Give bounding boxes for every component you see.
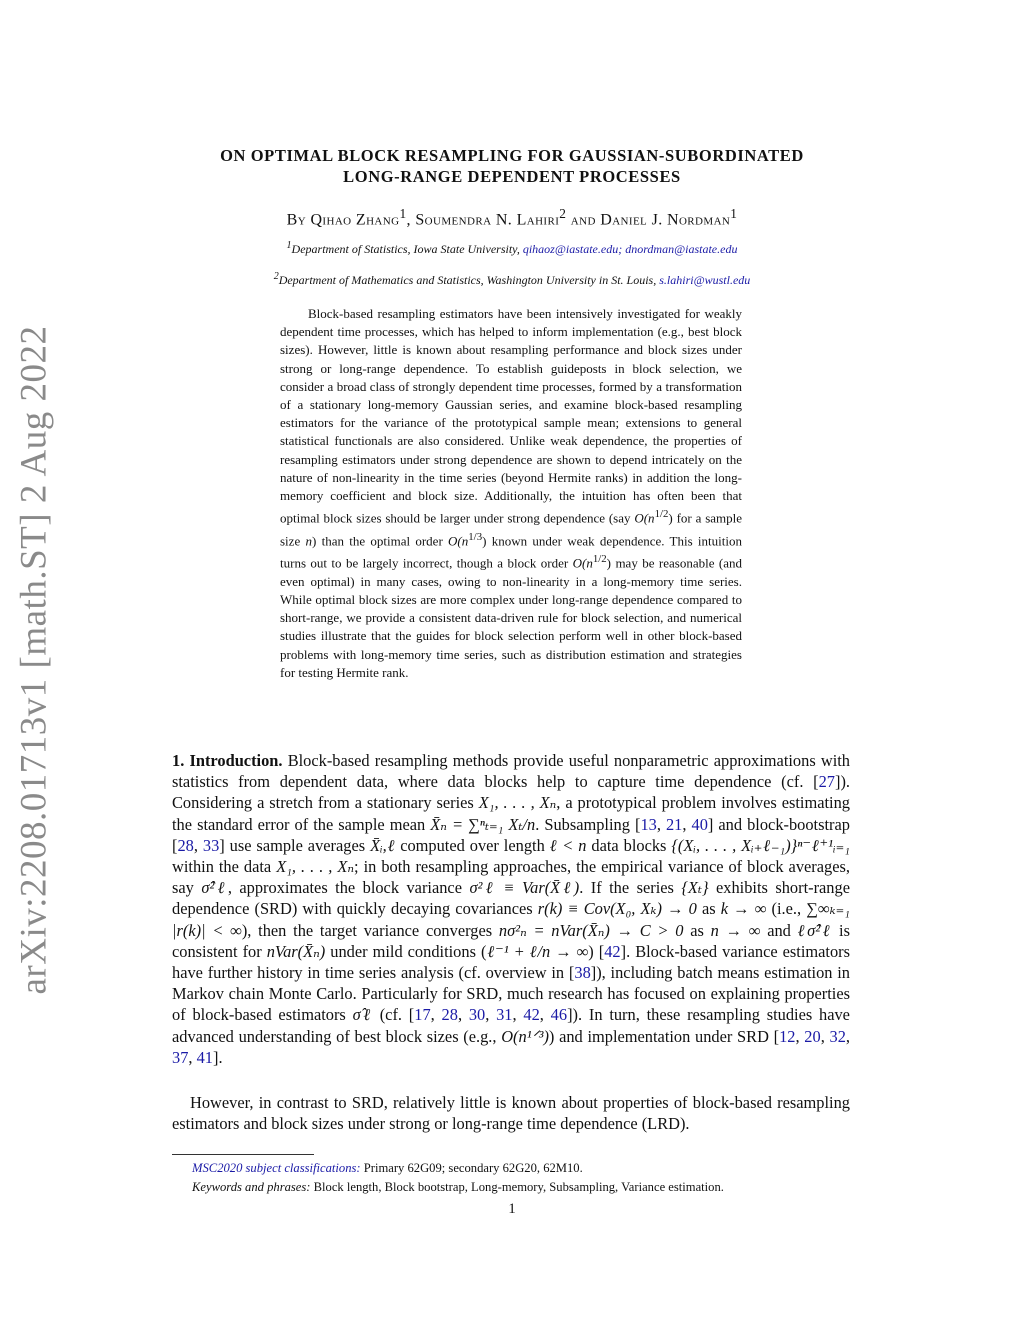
intro-text: within the data [172,857,272,877]
citation-link[interactable]: 17 [414,1005,431,1025]
intro-text: ) [ [588,941,605,961]
math: nVar(X̄ₙ) [266,941,326,961]
abstract-math: ) [482,533,487,549]
citation-link[interactable]: 12 [779,1026,796,1046]
author-3-sup: 1 [730,206,738,221]
intro-text: is consistent for [172,920,850,961]
intro-text: ] use sample averages [219,835,366,855]
abstract-seg: may be reasonable (and even optimal) in many cases, owing to non-linearity in a long-memory time series. While optimal block sizes are more complex under long-range dependence compared to short-range, we provide a consistent data-driven rule for block selection, and numerical studies illustrate that the guides for block selection perform well in other block-based problems with long-memory time series, such as distribution estimation and strategies for testing Hermite rank. [280,555,743,680]
citation-link[interactable]: 42 [604,941,621,961]
citation-link[interactable]: 37 [172,1047,189,1067]
intro-text: ] and block-bootstrap [ [172,814,850,855]
footnote-rule [172,1154,314,1155]
title-line-1: ON OPTIMAL BLOCK RESAMPLING FOR GAUSSIAN-SUBORDINATED [220,146,804,165]
intro-text: ]. [212,1047,223,1067]
math: r(k) ≡ Cov(X₀, Xₖ) → 0 [537,899,697,919]
citation-link[interactable]: 30 [468,1005,486,1025]
intro-text: ), then the target variance converges [241,920,493,940]
citation-link[interactable]: 28 [441,1005,458,1025]
math: σ̂²ℓ [201,878,228,898]
section-heading: 1. Introduction. [172,751,283,770]
abstract-seg: known under weak dependence. This intuition turns out to be largely incorrect, though a block order [280,533,742,571]
aff2-email-link[interactable]: s.lahiri@wustl.edu [659,273,751,287]
keywords-label: Keywords and phrases: [192,1180,311,1194]
intro-text: ]), including batch means estimation in Markov chain Monte Carlo. Particularly for SRD, much research has focused on explaining properties of block-based estimators [172,963,850,1025]
aff2-sup: 2 [273,271,279,282]
intro-text: ]). Considering a stretch from a stationary series [172,772,850,813]
math: X₁, . . . , Xₙ [478,793,557,813]
math: O(n¹ᐟ³) [501,1026,549,1046]
intro-text: as [690,920,704,940]
by-label: By [286,211,307,229]
math: X̄ₙ = ∑ⁿₜ₌₁ Xₜ/n [430,814,536,834]
author-1: Qihao Zhang [310,211,400,229]
aff2-text: Department of Mathematics and Statistics, Washington University in St. Louis, [278,273,657,287]
abstract-math: n [305,533,312,549]
abstract [280,305,742,682]
and-label: and [570,211,596,229]
intro-text: Block-based resampling methods provide useful nonparametric approximations with statistics from dependent data, where data blocks help to capture time dependence (cf. [ [172,751,850,792]
math: X₁, . . . , Xₙ [276,857,355,877]
author-2: Soumendra N. Lahiri [415,211,560,229]
author-list [150,206,874,229]
intro-text: (cf. [ [379,1005,415,1025]
abstract-seg: Block-based resampling estimators have been intensively investigated for weakly dependent time processes, which has helped to inform implementation (e.g., best block sizes). However, little is known about resampling performance and block sizes under strong or long-range dependence. To establish guideposts in block selection, we consider a broad class of strongly dependent time processes, formed by a transformation of a stationary long-memory Gaussian series, and examine block-based resampling estimators for the variance of the prototypical sample mean; extensions to general statistical functionals are also considered. Unlike weak dependence, the properties of resampling estimators under strong dependence are shown to depend intricately on the nature of non-linearity in the time series (beyond Hermite ranks) in addition the long-memory coefficient and block size. Additionally, the intuition has often been that optimal block sizes should be larger under strong dependence (say [280,306,742,526]
math: k → ∞ [720,899,767,919]
keywords-text: Block length, Block bootstrap, Long-memory, Subsampling, Variance estimation. [313,1180,724,1194]
math: σ²ℓ ≡ Var(X̄ℓ) [469,878,580,898]
citation-link[interactable]: 38 [574,963,591,983]
footnote-keywords [192,1180,724,1195]
intro-text: (i.e., [771,899,802,919]
abstract-math: O(n [572,555,593,571]
citation-link[interactable]: 20 [804,1026,821,1046]
author-3: Daniel J. Nordman [600,211,731,229]
intro-text: ) and implementation under SRD [ [548,1026,780,1046]
abstract-math-exp: 1/3 [468,530,483,543]
citation-link[interactable]: 42 [523,1005,540,1025]
msc-text: Primary 62G09; secondary 62G20, 62M10. [363,1161,583,1175]
author-1-sup: 1 [399,206,407,221]
math: n → ∞ [710,920,761,940]
abstract-math: O(n [448,533,469,549]
citation-link[interactable]: 33 [202,835,220,855]
title-line-2: LONG-RANGE DEPENDENT PROCESSES [343,167,681,186]
paper-title [150,145,874,187]
intro-text: . Subsampling [ [535,814,641,834]
citation-link[interactable]: 46 [550,1005,568,1025]
intro-text: ]. Block-based variance estimators have further history in time series analysis (cf. overview in [ [172,941,851,983]
intro-text: ]). In turn, these resampling studies have advanced understanding of best block sizes (e.g., [172,1005,850,1046]
intro-text: , a prototypical problem involves estimating the standard error of the sample mean [172,793,850,834]
math: {Xₜ} [681,878,709,898]
abstract-seg: ) than the optimal order [311,533,443,549]
affiliation-2 [150,271,874,288]
abstract-seg: for a sample size [280,510,743,549]
page-number: 1 [508,1201,516,1217]
math: {(Xᵢ, . . . , Xᵢ₊ℓ₋₁)}ⁿ⁻ℓ⁺¹ᵢ₌₁ [671,835,851,855]
author-sep: , [406,211,411,229]
math: X̄ᵢ,ℓ [370,835,396,855]
citation-link[interactable]: 28 [177,835,194,855]
citation-link[interactable]: 40 [691,814,708,834]
intro-text: . If the series [579,878,674,898]
intro-text: data blocks [591,835,667,855]
intro-text: ; in both resampling approaches, the empirical variance of block averages, say [172,857,850,898]
aff1-sup: 1 [286,240,292,251]
citation-link[interactable]: 13 [640,814,657,834]
citation-link[interactable]: 21 [665,814,683,834]
intro-text: and [767,920,791,940]
arxiv-stamp [4,325,64,995]
citation-link[interactable]: 41 [196,1047,213,1067]
math: ℓσ̂²ℓ [797,920,833,940]
intro-text: as [701,899,716,919]
intro-text: under mild conditions ( [330,941,487,961]
intro-paragraph-2: However, in contrast to SRD, relatively little is known about properties of block-based resampling estimators and block sizes under strong or long-range time dependence (LRD). [172,1093,850,1134]
intro-text: , approximates the block variance [227,878,462,898]
math: ℓ⁻¹ + ℓ/n → ∞ [486,941,589,961]
abstract-math: ) [606,555,612,571]
intro-text: exhibits short-range dependence (SRD) with quickly decaying covariances [172,878,850,919]
citation-link[interactable]: 31 [496,1005,513,1025]
aff1-emails-link[interactable]: qihaoz@iastate.edu; dnordman@iastate.edu [522,242,738,256]
affiliation-1 [150,240,874,257]
arxiv-stamp-text: arXiv:2208.01713v1 [math.ST] 2 Aug 2022 [13,325,55,995]
math: nσ²ₙ = nVar(X̄ₙ) → C > 0 [498,920,684,940]
msc-link[interactable]: MSC2020 subject classifications: [192,1161,361,1175]
intro-paragraph-1: 1. Introduction. Block-based resampling methods provide useful nonparametric approximations with statistics from dependent data, where data blocks help to capture time dependence (cf. [27]). Considering a stretch from a stationary series X₁, . . . , Xₙ, a prototypical problem involves estimating the standard error of the sample mean X̄ₙ = ∑ⁿₜ₌₁ Xₜ/n. Subsampling [13, 21, 40] and block-bootstrap [28, 33] use sample averages X̄ᵢ,ℓ computed over length ℓ < n data blocks {(Xᵢ, . . . , Xᵢ₊ℓ₋₁)}ⁿ⁻ℓ⁺¹ᵢ₌₁ within the data X₁, . . . , Xₙ; in both resampling approaches, the empirical variance of block averages, say σ̂²ℓ, approximates the block variance σ²ℓ ≡ Var(X̄ℓ). If the series {Xₜ} exhibits short-range dependence (SRD) with quickly decaying covariances r(k) ≡ Cov(X₀, Xₖ) → 0 as k → ∞ (i.e., ∑∞ₖ₌₁ |r(k)| < ∞), then the target variance converges nσ²ₙ = nVar(X̄ₙ) → C > 0 as n → ∞ and ℓσ̂²ℓ is consistent for nVar(X̄ₙ) under mild conditions (ℓ⁻¹ + ℓ/n → ∞) [42]. Block-based variance estimators have further history in time series analysis (cf. overview in [38]), including batch means estimation in Markov chain Monte Carlo. Particularly for SRD, much research has focused on explaining properties of block-based estimators σ̂ℓ (cf. [17, 28, 30, 31, 42, 46]). In turn, these resampling studies have advanced understanding of best block sizes (e.g., O(n¹ᐟ³)) and implementation under SRD [12, 20, 32, 37, 41]. [172,751,851,1067]
footnote-msc [192,1161,583,1176]
aff1-text: Department of Statistics, Iowa State University, [291,242,520,256]
citation-link[interactable]: 27 [818,772,835,792]
abstract-math: O(n [634,510,655,526]
math: σ̂ℓ [352,1005,373,1025]
abstract-math: ) [668,510,673,526]
math: ℓ < n [549,835,587,855]
intro-text: computed over length [400,835,545,855]
math: ∑∞ₖ₌₁ |r(k)| < ∞ [172,899,850,940]
author-2-sup: 2 [559,206,567,221]
abstract-math-exp: 1/2 [592,553,607,566]
abstract-math-exp: 1/2 [654,508,669,521]
citation-link[interactable]: 32 [829,1026,846,1046]
